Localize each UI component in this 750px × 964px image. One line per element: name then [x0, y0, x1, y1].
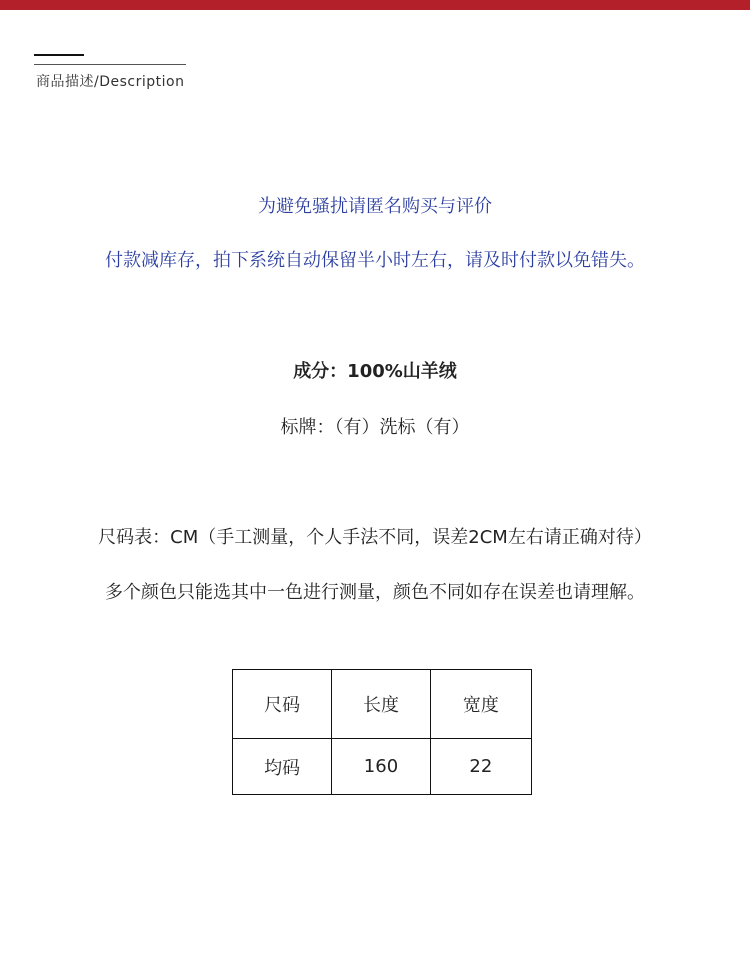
header-cell-length: 长度 [332, 670, 430, 739]
composition-text: 成分：100%山羊绒 [293, 361, 457, 382]
color-measurement-note: 多个颜色只能选其中一色进行测量，颜色不同如存在误差也请理解。 [105, 582, 645, 603]
cell-size-value: 均码 [233, 739, 332, 795]
brand-label-text: 标牌：（有）洗标（有） [280, 417, 470, 438]
header-underline-long [34, 64, 186, 65]
header-cell-width: 宽度 [430, 670, 531, 739]
top-accent-bar [0, 0, 750, 10]
cell-width-value: 22 [430, 739, 531, 795]
size-table [232, 669, 532, 795]
table-row [233, 739, 532, 795]
section-title: 商品描述/Description [36, 74, 185, 90]
anonymous-purchase-notice: 为避免骚扰请匿名购买与评价 [258, 196, 492, 217]
header-underline-short [34, 54, 84, 56]
header-cell-size: 尺码 [233, 670, 332, 739]
cell-length-value: 160 [332, 739, 430, 795]
size-chart-note: 尺码表：CM（手工测量，个人手法不同，误差2CM左右请正确对待） [98, 527, 652, 548]
table-header-row [233, 670, 532, 739]
payment-stock-notice: 付款减库存，拍下系统自动保留半小时左右，请及时付款以免错失。 [105, 250, 645, 271]
